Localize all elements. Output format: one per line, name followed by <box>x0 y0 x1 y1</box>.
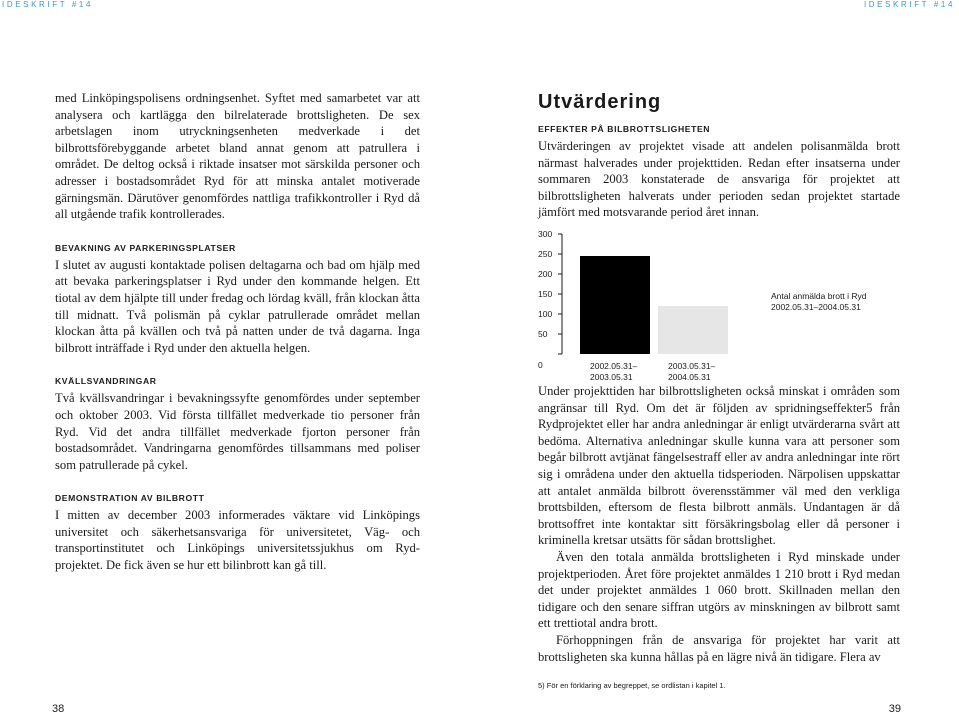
right-body-paragraph-2: Även den totala anmälda brottsligheten i Ryd minskade under projektperioden. Året före projektet anmäldes 1 210 brott i Ryd medan det under projektet anmäldes 1 060 brott. Skillnaden mellan den tidigare och den senare siffran utgörs av minskningen av bilbrott samt ett trettiotal andra brott. <box>538 549 900 631</box>
section-heading-effekter: EFFEKTER PÅ BILBROTTSLIGHETEN <box>538 124 711 134</box>
right-column-top <box>538 90 900 221</box>
running-header-left: IDESKRIFT #14 <box>2 0 94 9</box>
section-text-kvallsvandringar: Två kvällsvandringar i bevakningssyfte genomfördes under september och oktober 2003. Vid första tillfället medverkade tio personer från Ryd. Vid det andra tillfället medverkade fjorton personer från bostadsområdet. Vandringarna genomfördes tillsammans med poliser som patrullerade på cykel. <box>55 391 420 472</box>
page-number-left: 38 <box>52 703 65 715</box>
y-tick-label: 300 <box>538 229 553 239</box>
y-tick-label: 50 <box>538 329 548 339</box>
section-heading-demonstration: DEMONSTRATION AV BILBROTT <box>55 493 205 504</box>
chart-legend-title: Antal anmälda brott i Ryd <box>771 291 867 301</box>
left-column <box>55 90 420 574</box>
section-text-bevakning: I slutet av augusti kontaktade polisen deltagarna och bad om hjälp med att bevaka parkeringsplatser i Ryd under den kommande helgen. Ett tiotal av dem hjälpte till under fredag och lördag kväll, från klockan åtta till midnatt. Två polismän på cyklar patrullerade området mellan klockan åtta på kvällen och två på natten under de två dagarna. Inga bilbrott inträffade i Ryd under den aktuella helgen. <box>55 257 420 355</box>
bar <box>658 306 728 354</box>
bar <box>580 256 650 354</box>
y-tick-label: 100 <box>538 309 553 319</box>
bar-chart <box>516 224 916 384</box>
page-number-right: 39 <box>888 703 901 715</box>
right-body-paragraph-3: Förhoppningen från de ansvariga för projektet har varit att brottsligheten ska kunna hållas på en lägre nivå än tidigare. Flera av <box>538 632 900 664</box>
x-category-label: 2003.05.31– <box>668 361 716 371</box>
x-category-label: 2004.05.31 <box>668 372 711 382</box>
section-text-demonstration: I mitten av december 2003 informerades väktare vid Linköpings universitet och säkerhetsansvariga för universitetet, Väg- och transportinstitutet och Linköpings universitetssjukhus om Ryd-projektet. De fick även se hur ett bilinbrott kan gå till. <box>55 508 420 573</box>
x-category-label: 2003.05.31 <box>590 372 633 382</box>
footnote: 5) För en förklaring av begreppet, se ordlistan i kapitel 1. <box>538 681 726 690</box>
left-intro-paragraph: med Linköpingspolisens ordningsenhet. Syftet med samarbetet var att analysera och kartlägga den bilrelaterade brottsligheten. De sex arbetslagen inom utryckningsenheten medverkade i det bilbrottsförebyggande arbetet bland annat genom att patrullera i området. De deltog också i riktade insatser mot särskilda personer och adresser i bostadsområdet Ryd för att minska antalet motiverade gärningsmän. Därutöver genomfördes nattliga trafikkontroller i Ryd då all utgående trafik kontrollerades. <box>55 91 420 222</box>
page-title: Utvärdering <box>538 91 662 113</box>
y-tick-label: 200 <box>538 269 553 279</box>
running-header-right: IDESKRIFT #14 <box>863 0 955 9</box>
chart-legend-period: 2002.05.31–2004.05.31 <box>771 302 861 312</box>
right-body <box>538 383 900 665</box>
right-intro-paragraph: Utvärderingen av projektet visade att andelen polisanmälda brott närmast halverades under projekttiden. Redan efter insatserna under sommaren 2003 konstaterade de ansvariga för projektet att bilbrottsligheten halverats under perioden sedan projektet startade jämfört med motsvarande period året innan. <box>538 139 900 220</box>
section-heading-bevakning: BEVAKNING AV PARKERINGSPLATSER <box>55 242 236 253</box>
x-category-label: 2002.05.31– <box>590 361 638 371</box>
y-tick-label: 0 <box>538 360 543 370</box>
y-tick-label: 250 <box>538 249 553 259</box>
y-tick-label: 150 <box>538 289 553 299</box>
section-heading-kvallsvandringar: KVÄLLSVANDRINGAR <box>55 376 157 387</box>
right-body-paragraph-1: Under projekttiden har bilbrottsligheten också minskat i områden som angränsar till Ryd. Om det är följden av spridningseffekter5 från Rydprojektet eller har andra anledningar är enligt utvärderarna svårt att bedöma. Alternativa anledningar skulle kunna vara att personer som begår bilbrott avtjänat fängelsestraff eller av andra anledningar inte rört sig i områdena under den aktuella tidsperioden. Närpolisen uppskattar att antalet anmälda bilbrott överensstämmer väl med den verkliga brottsbilden, eftersom de flesta bilbrott anmäls. Undantagen är då brottsoffret inte kontaktar sitt försäkringsbolag eller då personer i kriminella kretsar utsätts för sådan brottslighet. <box>538 384 900 548</box>
